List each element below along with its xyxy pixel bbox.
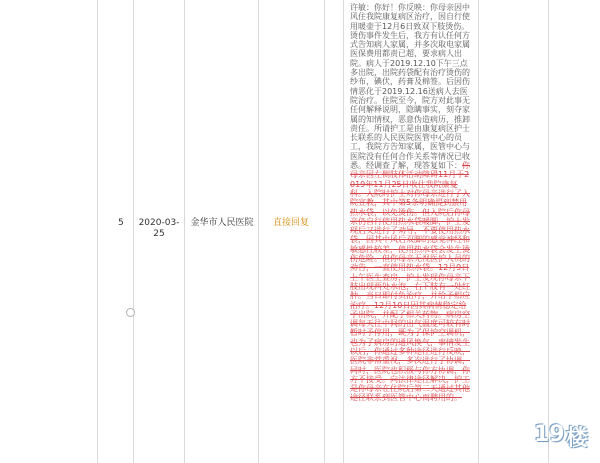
hospital-name: 金华市人民医院 (190, 218, 254, 228)
column-divider (184, 0, 185, 463)
highlighted-reply-text: 你母亲因左侧肢体活动障碍11月于2019年11月25日收住我院康复科。入院时护士对你母亲进行了入院宣教，其中第5条明确提到禁用热水袋，以免烫伤。但入院后你母亲仍自行使用热水袋暖脚，护士发现后又进行了劝导，不要使用热水袋，因其中风后双脚的感觉神经和敏感性较差，使用热水袋会发生烫伤危险。但你母亲无视医护人员的劝告，一直使用热水袋。12月9日上午医生查房，护士发现你母亲下肢出现两处水泡，右下肢有一处红肿。当日即付负治疗，并给予相应治疗。12月10日因其病情稳定给予出院，并配了相关药物。病房空调每天往中间的出气温度可较有时暂时予停用，既为了保护空调机，也为了病房的通风换气，事情发生以后，你通过多种途径进行反映，医院非常重视，多次进行了协调，同时，医院也积极与你方协调，你方不接受。向法律途径解决，护工是你母亲在住院后第二天通过其他途径联系到医管中心而聘用的。 (350, 161, 470, 403)
reply-content (350, 3, 472, 403)
complaints-table (97, 0, 549, 463)
column-divider (133, 0, 134, 463)
complaint-text: 许敏：你好！你反映：你母亲因中风住我院康复病区治疗，因自行使用暖壶于12月6日致双下肢烫伤。烫伤事件发生后，我方有认任何方式告知病人家属，并多次取电家属医保费用都责已超，要求病人出院。病人于2019.12.10下午三点多出院，出院药袋配有治疗烫伤的纱布，碘伏，药膏及棉签。后因伤情恶化于2019.12.16送病人去医院治疗。 (350, 3, 470, 105)
row-number: 5 (118, 218, 124, 228)
watermark-char: 楼 (566, 426, 589, 451)
column-divider (324, 0, 325, 463)
column-divider (258, 0, 259, 463)
reply-date: 2020-03-25 (138, 218, 180, 239)
site-watermark-logo (534, 419, 594, 455)
watermark-number: 19 (534, 422, 565, 447)
row-select-radio[interactable] (126, 308, 135, 317)
reply-type[interactable]: 直接回复 (272, 218, 309, 228)
complaint-summary-text: 住院至今，院方对此事无任何解释说明，隐瞒事实，刻夺家属的知情权，恶意伪造病历，推卸责任。所请护工是由康复病区护士长联系的人民医院医管中心的员工，我院方告知家属，医管中心与医院没有任何合作关系等情况已收悉。经调查了解，现答复如下： (350, 95, 470, 171)
column-divider (343, 0, 344, 463)
column-divider (478, 0, 479, 463)
